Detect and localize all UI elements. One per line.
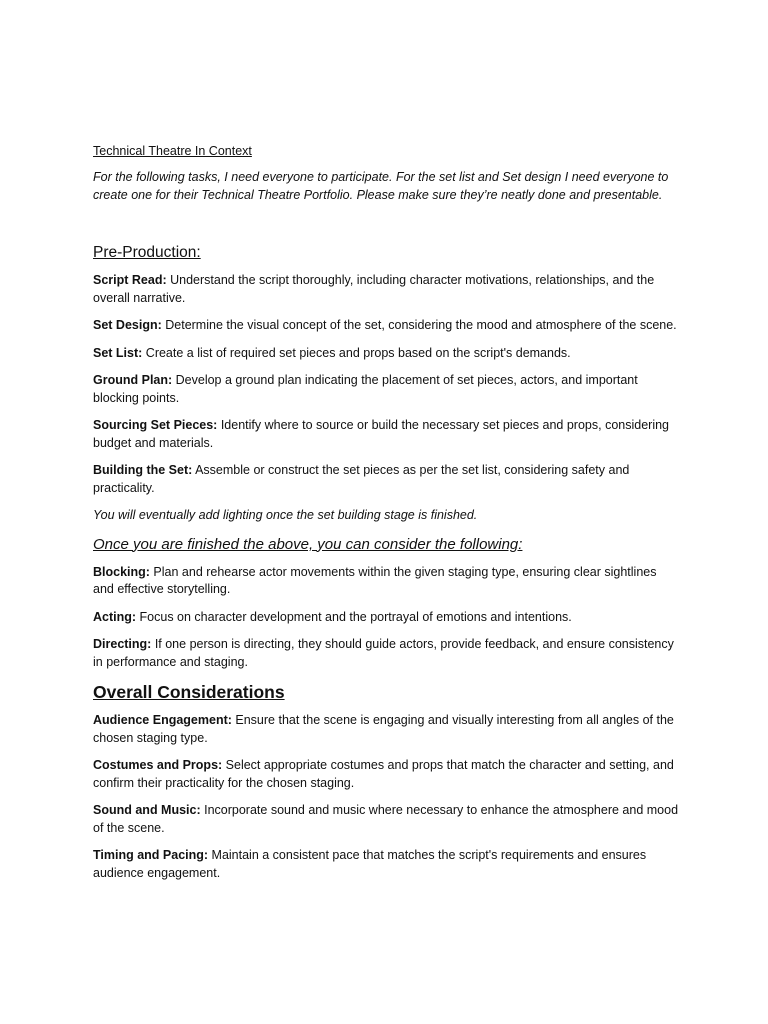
item-term: Acting: — [93, 609, 137, 624]
item-text: Incorporate sound and music where necessary to enhance the atmosphere and mood of the scene. — [93, 803, 679, 835]
item-term: Script Read: — [93, 273, 167, 287]
item-text: If one person is directing, they should guide actors, provide feedback, and ensure consistency in performance and staging. — [93, 637, 674, 669]
item-term: Set Design: — [93, 318, 162, 332]
overall-considerations-heading: Overall Considerations — [93, 682, 285, 702]
item-term: Sourcing Set Pieces: — [93, 418, 218, 432]
item-script-read — [93, 272, 678, 307]
item-term: Sound and Music: — [93, 803, 201, 817]
item-acting — [93, 609, 678, 627]
lighting-note: You will eventually add lighting once the set building stage is finished. — [93, 508, 478, 522]
item-term: Audience Engagement: — [93, 713, 232, 727]
item-audience-engagement — [93, 712, 678, 747]
intro-paragraph: For the following tasks, I need everyone to participate. For the set list and Set design I need everyone to create one for their Technical Theatre Portfolio. Please make sure they’re neatly done and presentable. — [93, 170, 669, 202]
item-term: Directing: — [93, 637, 152, 651]
item-sourcing-set-pieces — [93, 417, 678, 452]
item-sound-and-music — [93, 802, 678, 837]
item-costumes-and-props — [93, 757, 678, 792]
following-heading: Once you are finished the above, you can consider the following: — [93, 535, 523, 553]
item-term: Set List: — [93, 345, 143, 360]
document-title: Technical Theatre In Context — [93, 144, 252, 158]
item-set-design — [93, 317, 678, 335]
item-text: Understand the script thoroughly, including character motivations, relationships, and the overall narrative. — [93, 273, 655, 305]
item-term: Ground Plan: — [93, 373, 173, 387]
item-text: Plan and rehearse actor movements within the given staging type, ensuring clear sightlines and effective storytelling. — [93, 564, 657, 596]
item-text: Determine the visual concept of the set, considering the mood and atmosphere of the scene. — [161, 318, 677, 332]
item-term: Timing and Pacing: — [93, 848, 209, 862]
item-ground-plan — [93, 372, 678, 407]
pre-production-heading: Pre-Production: — [93, 244, 201, 261]
item-blocking — [93, 564, 678, 599]
item-term: Building the Set: — [93, 463, 193, 477]
item-term: Costumes and Props: — [93, 758, 223, 772]
item-text: Select appropriate costumes and props that match the character and setting, and confirm their practicality for the chosen staging. — [93, 758, 674, 790]
item-text: Create a list of required set pieces and props based on the script's demands. — [142, 345, 571, 360]
document-page — [93, 143, 678, 892]
item-term: Blocking: — [93, 564, 150, 579]
item-text: Develop a ground plan indicating the placement of set pieces, actors, and important blocking points. — [93, 373, 638, 405]
item-text: Assemble or construct the set pieces as per the set list, considering safety and practicality. — [93, 463, 630, 495]
item-text: Identify where to source or build the necessary set pieces and props, considering budget and materials. — [93, 418, 670, 450]
item-directing — [93, 636, 678, 671]
item-set-list — [93, 345, 678, 363]
item-timing-and-pacing — [93, 847, 678, 882]
item-text: Focus on character development and the portrayal of emotions and intentions. — [136, 609, 572, 624]
item-text: Ensure that the scene is engaging and visually interesting from all angles of the chosen staging type. — [93, 713, 674, 745]
item-building-the-set — [93, 462, 678, 497]
item-text: Maintain a consistent pace that matches the script's requirements and ensures audience engagement. — [93, 848, 647, 880]
